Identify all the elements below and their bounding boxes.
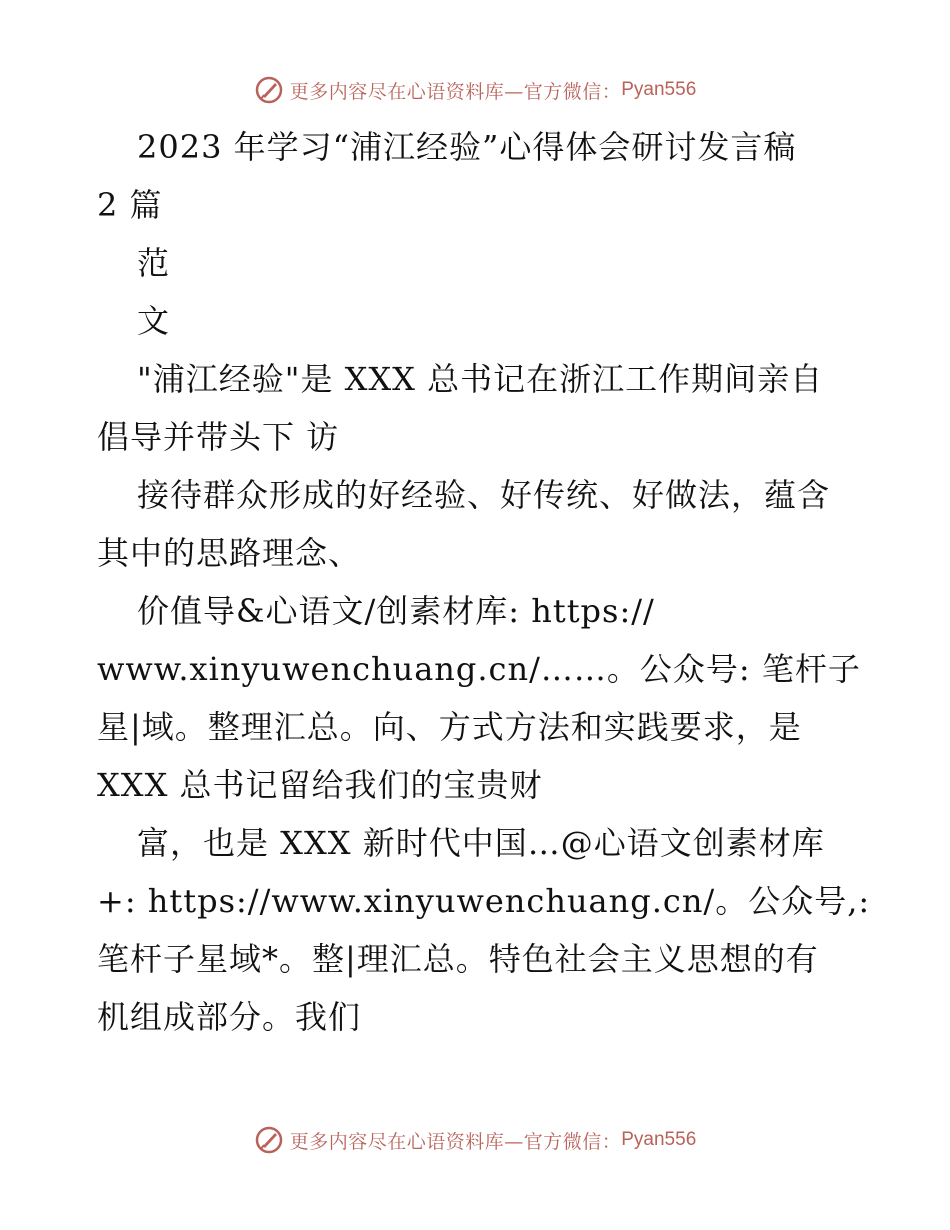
text-line: 文 bbox=[137, 302, 171, 340]
text-line: 星|域。整理汇总。向、方式方法和实践要求，是 bbox=[97, 708, 802, 746]
text-line: 价值导&心语文/创素材库: https:// bbox=[137, 592, 655, 630]
text-line: +: https://www.xinyuwenchuang.cn/。公众号,: bbox=[97, 882, 871, 920]
text-line: 富，也是 XXX 新时代中国…@心语文创素材库 bbox=[137, 824, 825, 862]
text-line: XXX 总书记留给我们的宝贵财 bbox=[97, 766, 543, 804]
header-watermark-banner bbox=[0, 70, 950, 110]
quill-circle-logo-icon bbox=[254, 1125, 284, 1155]
text-line: 范 bbox=[137, 244, 171, 282]
text-line: 倡导并带头下 访 bbox=[97, 418, 340, 456]
banner-text: 更多内容尽在心语资料库—官方微信： bbox=[289, 80, 622, 103]
banner-wechat-id: Pyan556 bbox=[621, 79, 697, 100]
text-line: 机组成部分。我们 bbox=[97, 998, 362, 1036]
text-line: 其中的思路理念、 bbox=[97, 534, 362, 572]
text-line: www.xinyuwenchuang.cn/……。公众号: 笔杆子 bbox=[97, 650, 861, 688]
title-line-1: 2023 年学习“浦江经验”心得体会研讨发言稿 bbox=[137, 128, 797, 166]
banner-wechat-id: Pyan556 bbox=[621, 1129, 697, 1150]
banner-text: 更多内容尽在心语资料库—官方微信： bbox=[289, 1130, 622, 1153]
text-line: 笔杆子星域*。整|理汇总。特色社会主义思想的有 bbox=[97, 940, 819, 978]
footer-watermark-banner bbox=[0, 1120, 950, 1160]
text-line: "浦江经验"是 XXX 总书记在浙江工作期间亲自 bbox=[137, 360, 824, 398]
quill-circle-logo-icon bbox=[254, 75, 284, 105]
document-body bbox=[97, 118, 871, 1046]
title-line-2: 2 篇 bbox=[97, 186, 163, 224]
text-line: 接待群众形成的好经验、好传统、好做法，蕴含 bbox=[137, 476, 831, 514]
